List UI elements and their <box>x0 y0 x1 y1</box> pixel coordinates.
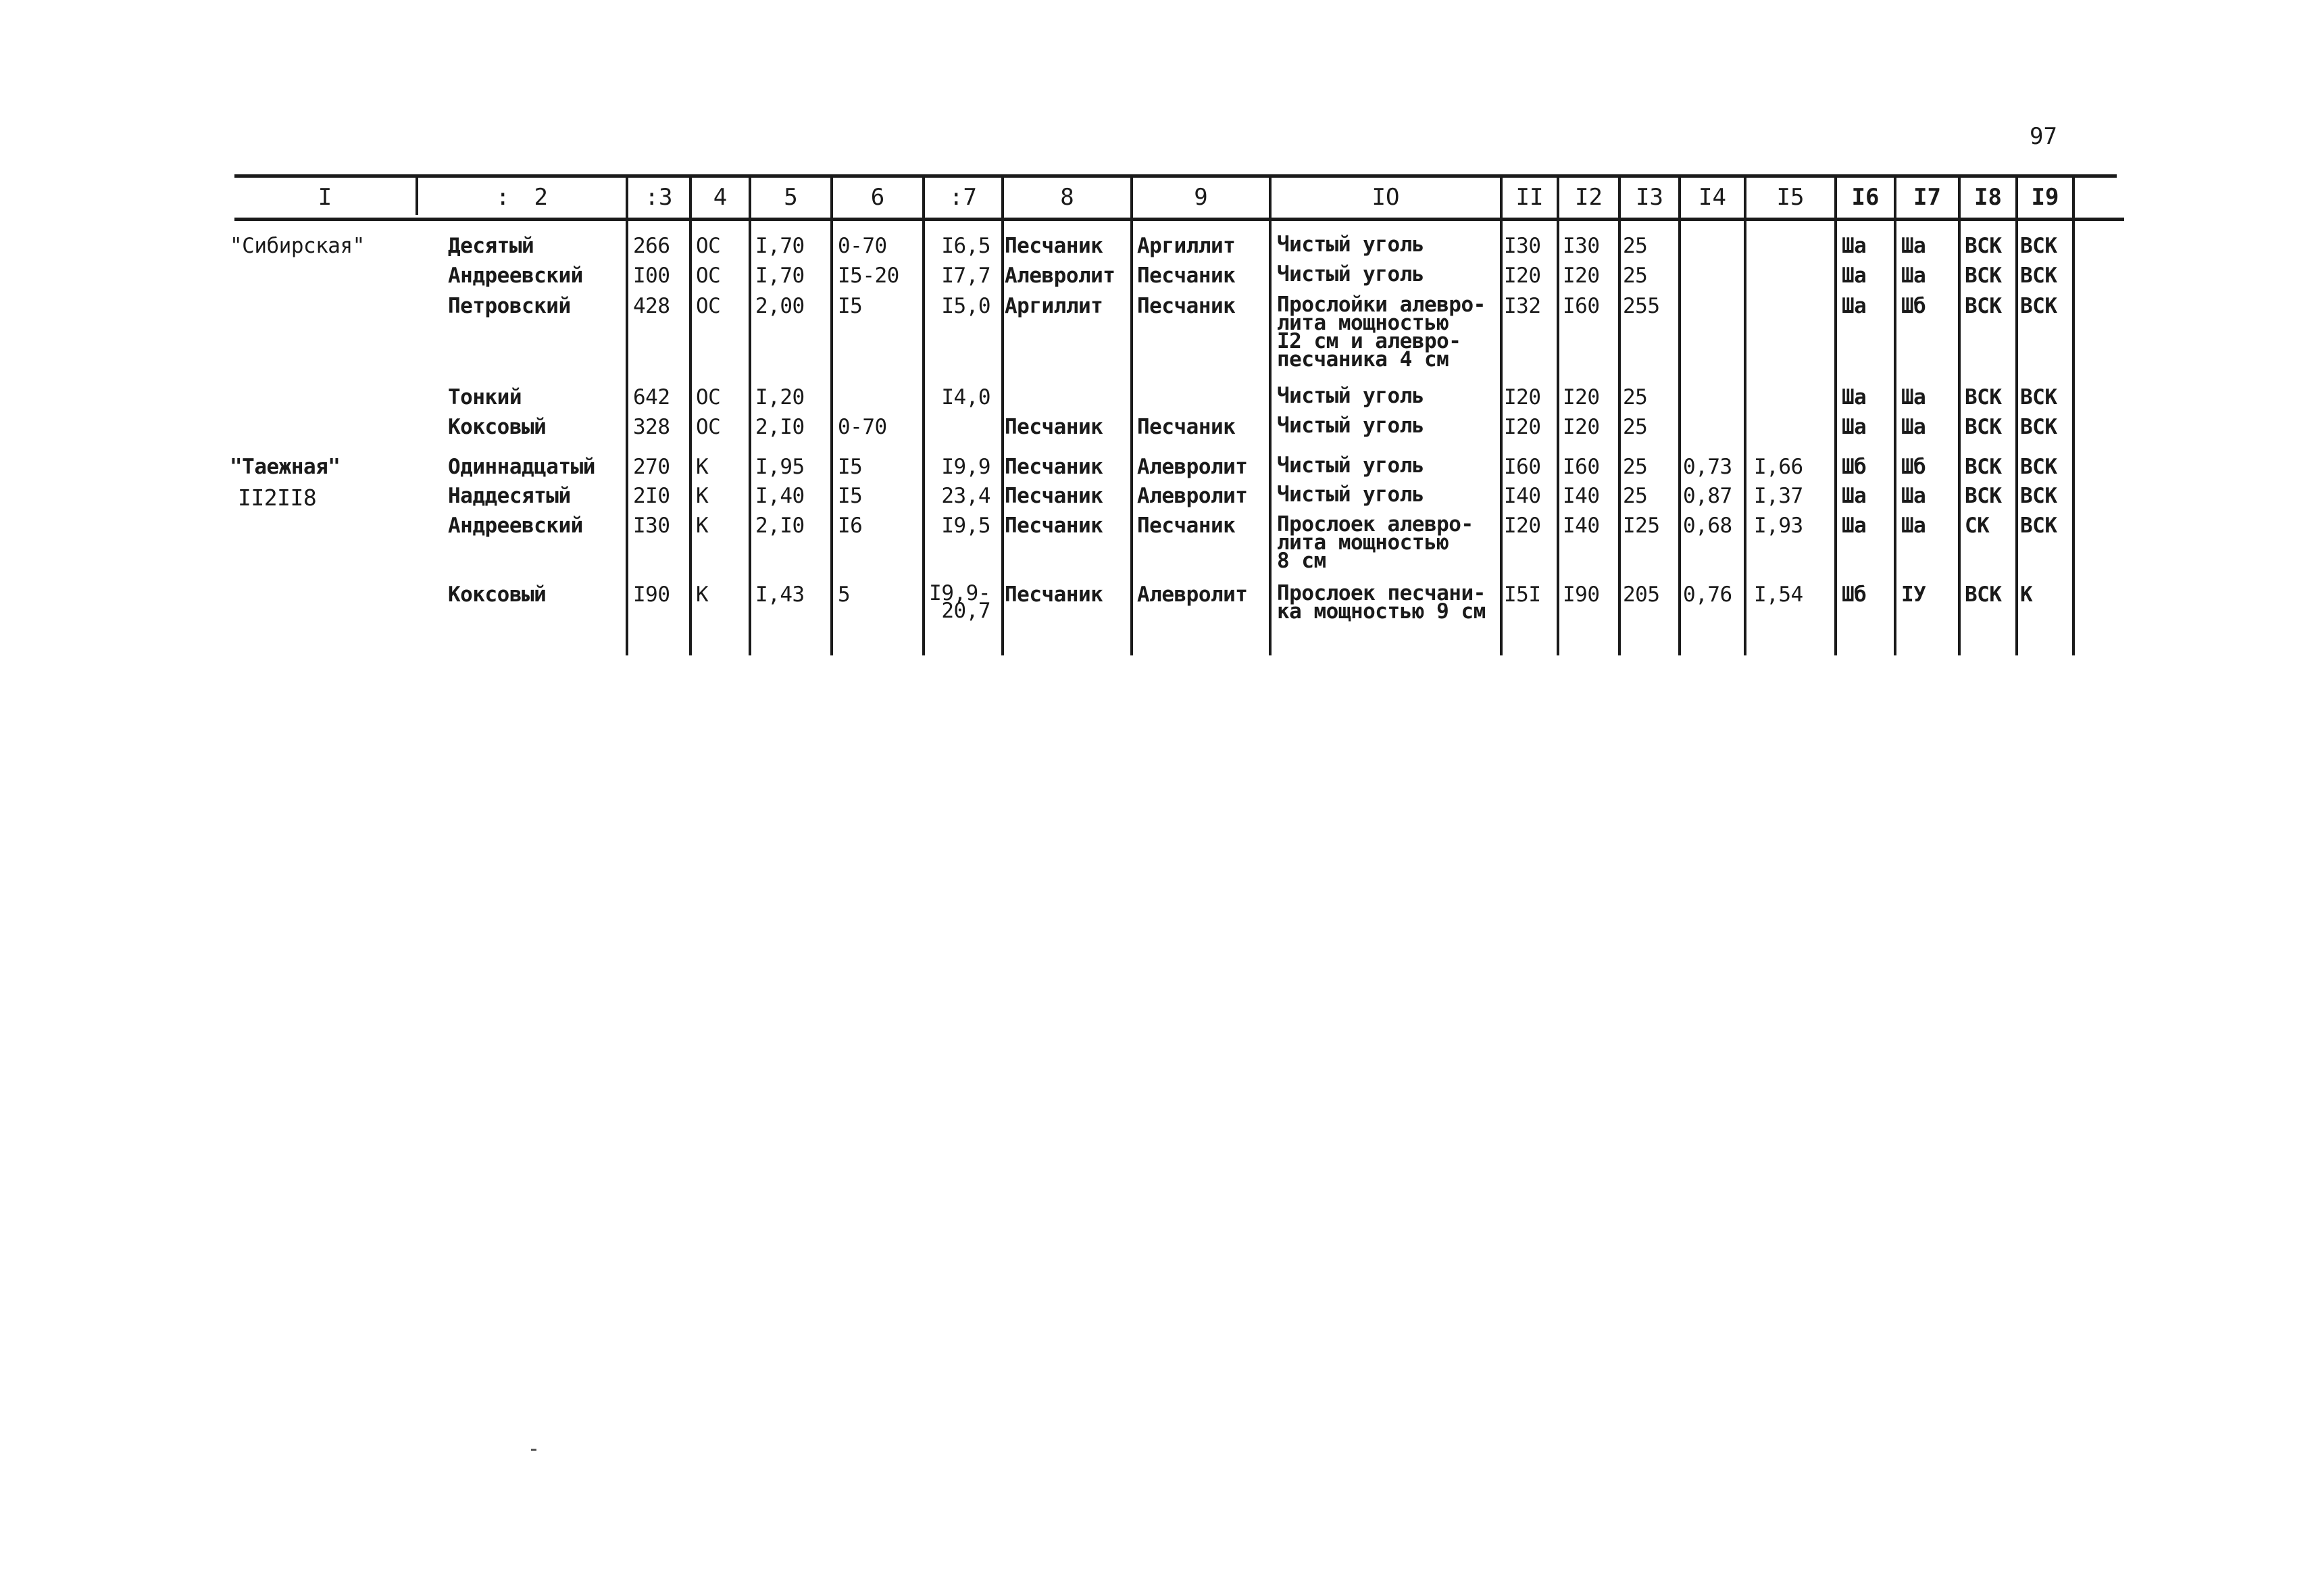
cell-c5: 2,I0 <box>755 514 805 538</box>
seam-name: Десятый <box>448 234 534 258</box>
group-name: "Сибирская" <box>230 234 365 258</box>
cell-c3: 642 <box>633 385 670 409</box>
cell-c12: I20 <box>1563 264 1600 288</box>
cell-c8: Алевролит <box>1005 264 1115 288</box>
cell-c7: I9,5 <box>941 514 990 538</box>
cell-c6: I5 <box>838 455 863 479</box>
header-col-11: II <box>1515 184 1544 211</box>
cell-c9: Песчаник <box>1137 415 1236 439</box>
cell-c16: Шб <box>1842 582 1867 607</box>
header-col-7: : 7 <box>949 184 977 211</box>
cell-c16: Ша <box>1842 264 1867 288</box>
cell-c6: I5-20 <box>838 264 899 288</box>
cell-c19: ВСК <box>2020 514 2057 538</box>
cell-c16: Ша <box>1842 514 1867 538</box>
cell-c18: СК <box>1965 514 1990 538</box>
cell-c7: I6,5 <box>941 234 990 258</box>
cell-c5: I,20 <box>755 385 805 409</box>
seam-name: Наддесятый <box>448 484 571 508</box>
header-col-1: I <box>318 184 332 211</box>
cell-c5: 2,00 <box>755 294 805 318</box>
cell-c19: ВСК <box>2020 484 2057 508</box>
cell-c13: 25 <box>1623 455 1648 479</box>
cell-c15: I,37 <box>1754 484 1803 508</box>
cell-c4: К <box>696 514 709 538</box>
cell-c5: I,70 <box>755 264 805 288</box>
column-rule <box>1130 178 1133 655</box>
cell-c10: Чистый уголь <box>1277 262 1424 286</box>
cell-c3: I90 <box>633 582 670 607</box>
cell-c9: Песчаник <box>1137 264 1236 288</box>
column-rule <box>830 178 833 655</box>
cell-c10: песчаника 4 см <box>1277 347 1449 372</box>
cell-c12: I90 <box>1563 582 1600 607</box>
scan-speck <box>531 1449 536 1451</box>
cell-c13: 25 <box>1623 484 1648 508</box>
cell-c3: I00 <box>633 264 670 288</box>
cell-c11: I20 <box>1504 264 1541 288</box>
cell-c18: ВСК <box>1965 455 2002 479</box>
cell-c10: Чистый уголь <box>1277 414 1424 438</box>
cell-c7: I7,7 <box>941 264 990 288</box>
cell-c4: ОС <box>696 385 721 409</box>
cell-c7: I4,0 <box>941 385 990 409</box>
cell-c17: IУ <box>1901 582 1926 607</box>
cell-c15: I,66 <box>1754 455 1803 479</box>
cell-c3: 266 <box>633 234 670 258</box>
cell-c11: I30 <box>1504 234 1541 258</box>
header-col-5: 5 <box>784 184 798 211</box>
header-col-13: I3 <box>1636 184 1663 211</box>
cell-c13: 25 <box>1623 234 1648 258</box>
column-rule <box>1958 178 1961 655</box>
column-rule <box>1269 178 1272 655</box>
cell-c17: Ша <box>1901 484 1926 508</box>
cell-c5: I,40 <box>755 484 805 508</box>
cell-c13: 205 <box>1623 582 1660 607</box>
seam-name: Одиннадцатый <box>448 455 595 479</box>
cell-c3: 328 <box>633 415 670 439</box>
cell-c17: Ша <box>1901 264 1926 288</box>
seam-name: Петровский <box>448 294 571 318</box>
cell-c10: Прослоек алевро- <box>1277 512 1474 537</box>
cell-c19: К <box>2020 582 2033 607</box>
cell-c14: 0,76 <box>1683 582 1732 607</box>
cell-c5: I,95 <box>755 455 805 479</box>
cell-c4: К <box>696 582 709 607</box>
cell-c3: 2I0 <box>633 484 670 508</box>
column-rule <box>1744 178 1746 655</box>
cell-c12: I60 <box>1563 455 1600 479</box>
cell-c10: Чистый уголь <box>1277 384 1424 408</box>
cell-c9: Алевролит <box>1137 582 1248 607</box>
cell-c11: I40 <box>1504 484 1541 508</box>
cell-c16: Шб <box>1842 455 1867 479</box>
cell-c14: 0,68 <box>1683 514 1732 538</box>
cell-c6: I5 <box>838 294 863 318</box>
cell-c7: I5,0 <box>941 294 990 318</box>
cell-c4: ОС <box>696 234 721 258</box>
cell-c3: I30 <box>633 514 670 538</box>
header-col-14: I4 <box>1699 184 1726 211</box>
header-col-12: I2 <box>1575 184 1603 211</box>
cell-c6: 5 <box>838 582 851 607</box>
column-rule <box>1678 178 1681 655</box>
cell-c17: Ша <box>1901 415 1926 439</box>
cell-c11: I60 <box>1504 455 1541 479</box>
column-rule <box>1894 178 1896 655</box>
header-col-9: 9 <box>1194 184 1208 211</box>
cell-c8: Песчаник <box>1005 455 1103 479</box>
cell-c10: Прослойки алевро- <box>1277 293 1486 317</box>
cell-c7: I9,9 <box>941 455 990 479</box>
cell-c12: I60 <box>1563 294 1600 318</box>
cell-c17: Ша <box>1901 385 1926 409</box>
column-rule <box>2015 178 2018 655</box>
cell-c19: ВСК <box>2020 385 2057 409</box>
cell-c13: 25 <box>1623 415 1648 439</box>
cell-c10: лита мощностью <box>1277 530 1449 555</box>
cell-c18: ВСК <box>1965 385 2002 409</box>
cell-c8: Песчаник <box>1005 234 1103 258</box>
seam-name: Андреевский <box>448 264 583 288</box>
cell-c17: Шб <box>1901 294 1926 318</box>
cell-c16: Ша <box>1842 385 1867 409</box>
header-col-16: I6 <box>1851 184 1880 211</box>
cell-c6: 0-70 <box>838 234 887 258</box>
column-rule <box>2072 178 2075 655</box>
cell-c18: ВСК <box>1965 234 2002 258</box>
cell-c12: I30 <box>1563 234 1600 258</box>
cell-c15: I,54 <box>1754 582 1803 607</box>
cell-c5: I,43 <box>755 582 805 607</box>
cell-c9: Алевролит <box>1137 484 1248 508</box>
cell-c17: Ша <box>1901 514 1926 538</box>
column-rule <box>1500 178 1503 655</box>
cell-c9: Песчаник <box>1137 514 1236 538</box>
seam-name: Коксовый <box>448 582 547 607</box>
cell-c19: ВСК <box>2020 264 2057 288</box>
cell-c8: Песчаник <box>1005 484 1103 508</box>
cell-c9: Аргиллит <box>1137 234 1236 258</box>
cell-c10: лита мощностью <box>1277 311 1449 335</box>
header-col-19: I9 <box>2031 184 2059 211</box>
cell-c9: Песчаник <box>1137 294 1236 318</box>
column-rule <box>1834 178 1837 655</box>
table-header-rule <box>234 218 2124 221</box>
cell-c16: Ша <box>1842 234 1867 258</box>
cell-c12: I20 <box>1563 415 1600 439</box>
cell-c4: ОС <box>696 264 721 288</box>
cell-c7: 23,4 <box>941 484 990 508</box>
cell-c11: I32 <box>1504 294 1541 318</box>
column-rule <box>626 178 628 655</box>
page-number: 97 <box>2030 123 2057 150</box>
cell-c9: Алевролит <box>1137 455 1248 479</box>
cell-c17: Ша <box>1901 234 1926 258</box>
cell-c18: ВСК <box>1965 264 2002 288</box>
cell-c3: 428 <box>633 294 670 318</box>
column-rule <box>749 178 751 655</box>
cell-c16: Ша <box>1842 415 1867 439</box>
cell-c11: I20 <box>1504 514 1541 538</box>
cell-c10: 8 см <box>1277 549 1326 573</box>
header-col-10: IO <box>1372 184 1400 211</box>
header-col-6: 6 <box>870 184 885 211</box>
cell-c8: Песчаник <box>1005 415 1103 439</box>
column-rule <box>1557 178 1559 655</box>
cell-c5: I,70 <box>755 234 805 258</box>
cell-c15: I,93 <box>1754 514 1803 538</box>
column-rule <box>416 178 418 215</box>
group-code: II2II8 <box>238 484 317 511</box>
cell-c10: Чистый уголь <box>1277 232 1424 257</box>
cell-c11: I5I <box>1504 582 1541 607</box>
cell-c6: I6 <box>838 514 863 538</box>
cell-c11: I20 <box>1504 415 1541 439</box>
header-col-4: 4 <box>713 184 728 211</box>
cell-c18: ВСК <box>1965 415 2002 439</box>
cell-c8: Песчаник <box>1005 514 1103 538</box>
cell-c11: I20 <box>1504 385 1541 409</box>
group-name: "Таежная" <box>230 455 341 479</box>
cell-c4: ОС <box>696 415 721 439</box>
cell-c4: К <box>696 484 709 508</box>
seam-name: Андреевский <box>448 514 583 538</box>
cell-c6: I5 <box>838 484 863 508</box>
cell-c10: Прослоек песчани- <box>1277 581 1486 605</box>
cell-c10: Чистый уголь <box>1277 453 1424 478</box>
cell-c5: 2,I0 <box>755 415 805 439</box>
cell-c3: 270 <box>633 455 670 479</box>
cell-c17: Шб <box>1901 455 1926 479</box>
header-col-18: I8 <box>1974 184 2002 211</box>
cell-c16: Ша <box>1842 484 1867 508</box>
cell-c7: I9,9- <box>929 581 990 605</box>
cell-c14: 0,73 <box>1683 455 1732 479</box>
cell-c10: Чистый уголь <box>1277 482 1424 507</box>
cell-c8: Песчаник <box>1005 582 1103 607</box>
cell-c13: 255 <box>1623 294 1660 318</box>
seam-name: Тонкий <box>448 385 522 409</box>
cell-c8: Аргиллит <box>1005 294 1103 318</box>
column-rule <box>689 178 692 655</box>
column-rule <box>1001 178 1004 655</box>
cell-c10: I2 см и алевро- <box>1277 329 1461 353</box>
cell-c18: ВСК <box>1965 484 2002 508</box>
cell-c10: ка мощностью 9 см <box>1277 599 1486 624</box>
cell-c16: Ша <box>1842 294 1867 318</box>
cell-c13: I25 <box>1623 514 1660 538</box>
cell-c19: ВСК <box>2020 455 2057 479</box>
header-col-17: I7 <box>1913 184 1941 211</box>
cell-c4: К <box>696 455 709 479</box>
cell-c19: ВСК <box>2020 294 2057 318</box>
column-rule <box>1618 178 1621 655</box>
cell-c6: 0-70 <box>838 415 887 439</box>
column-rule <box>922 178 925 655</box>
cell-c12: I40 <box>1563 514 1600 538</box>
seam-name: Коксовый <box>448 415 547 439</box>
cell-c14: 0,87 <box>1683 484 1732 508</box>
cell-c12: I20 <box>1563 385 1600 409</box>
header-col-15: I5 <box>1776 184 1805 211</box>
cell-c12: I40 <box>1563 484 1600 508</box>
header-col-8: 8 <box>1060 184 1074 211</box>
header-col-3: : 3 <box>645 184 673 211</box>
cell-c4: ОС <box>696 294 721 318</box>
cell-c18: ВСК <box>1965 294 2002 318</box>
cell-c13: 25 <box>1623 264 1648 288</box>
cell-c18: ВСК <box>1965 582 2002 607</box>
cell-c19: ВСК <box>2020 234 2057 258</box>
cell-c7: 20,7 <box>941 599 990 623</box>
cell-c19: ВСК <box>2020 415 2057 439</box>
cell-c13: 25 <box>1623 385 1648 409</box>
header-col-2: : 2 <box>496 184 548 211</box>
